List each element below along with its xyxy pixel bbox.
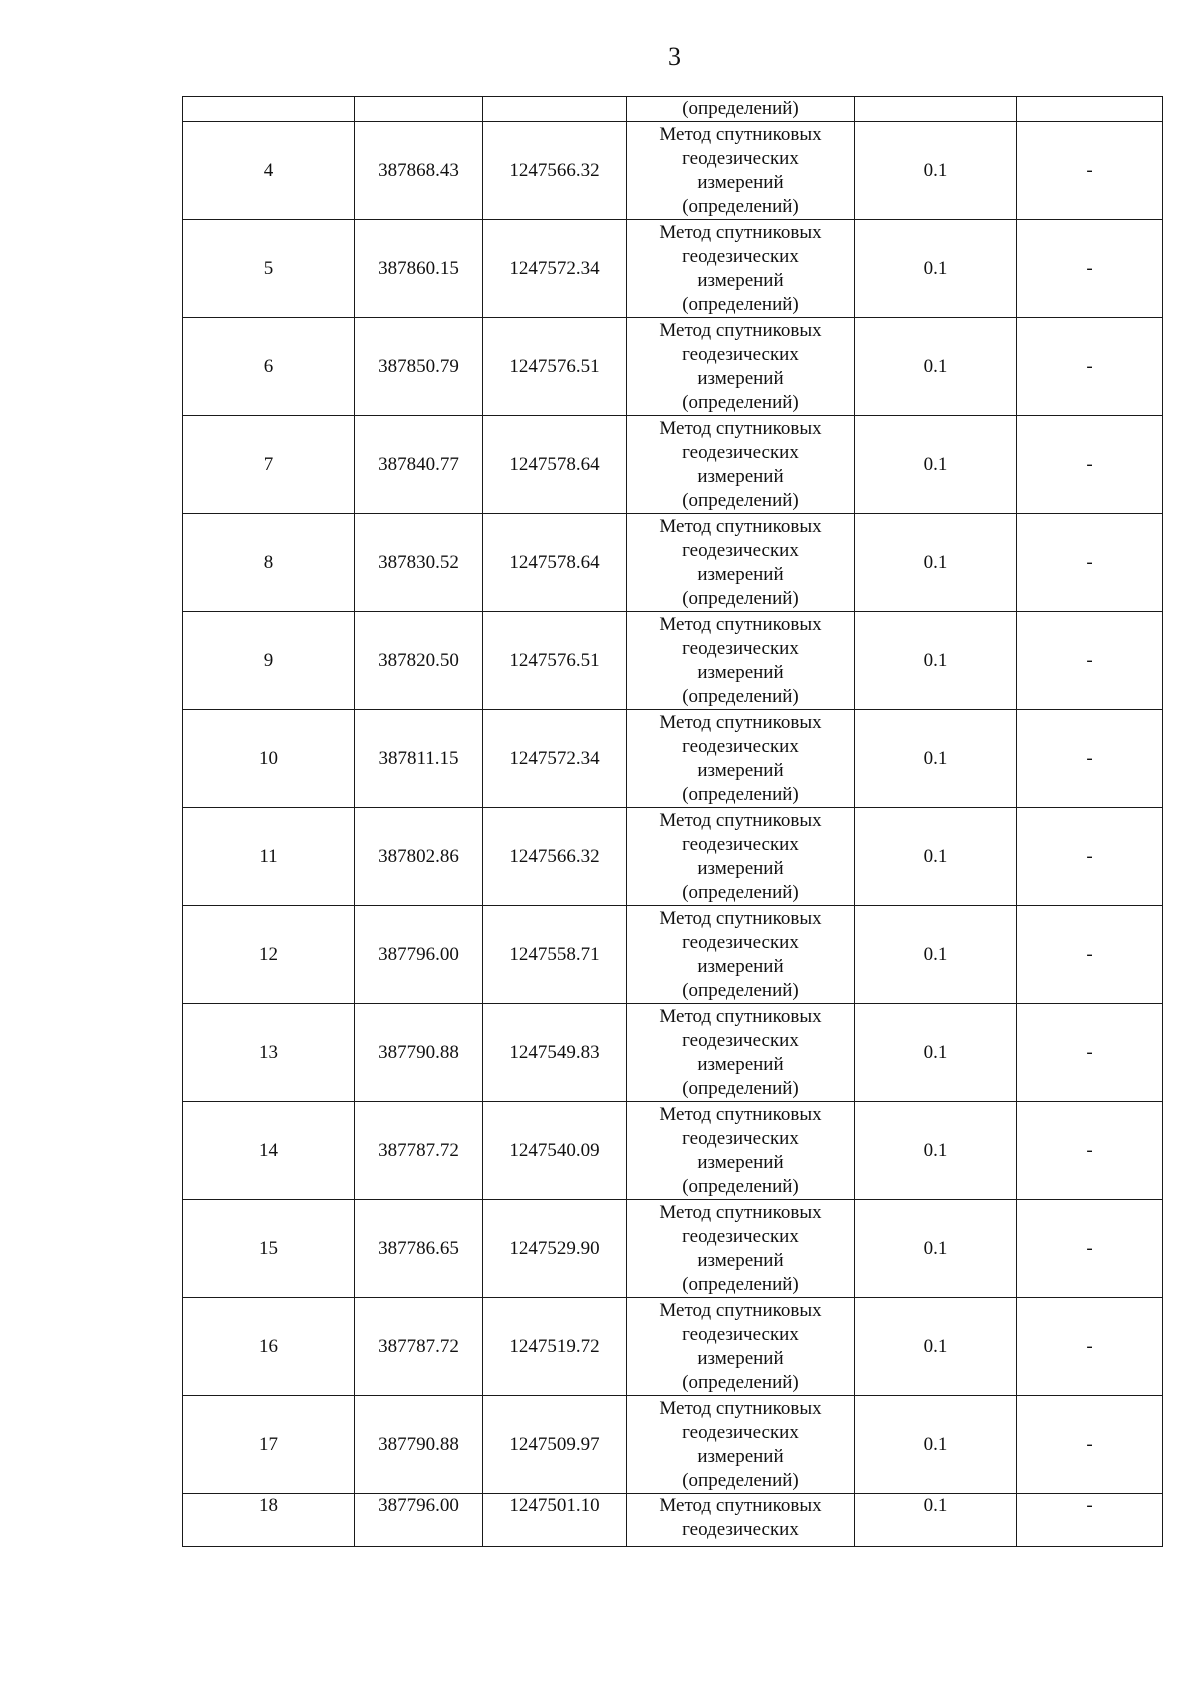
method-line-1: Метод спутниковых	[659, 1201, 822, 1223]
method-line-1: Метод спутниковых	[659, 123, 822, 145]
table-row	[183, 612, 1163, 710]
method-line-3: измерений	[697, 955, 784, 977]
table-row	[183, 1102, 1163, 1200]
method-line-4: (определений)	[682, 979, 799, 1001]
cell-number: 9	[183, 612, 355, 710]
cell-number: 18	[183, 1494, 355, 1547]
cell-number	[183, 97, 355, 122]
cell-note: -	[1017, 1494, 1163, 1547]
cell-x: 387796.00	[355, 906, 483, 1004]
cell-accuracy: 0.1	[855, 1004, 1017, 1102]
cell-note: -	[1017, 220, 1163, 318]
cell-accuracy: 0.1	[855, 220, 1017, 318]
method-line-2: геодезических	[682, 1421, 799, 1443]
cell-method	[627, 808, 855, 906]
method-line-4: (определений)	[682, 1273, 799, 1295]
method-line-2: геодезических	[682, 147, 799, 169]
cell-note: -	[1017, 1200, 1163, 1298]
cell-y: 1247566.32	[483, 122, 627, 220]
cell-x: 387840.77	[355, 416, 483, 514]
cell-y: 1247501.10	[483, 1494, 627, 1547]
method-line-2: геодезических	[682, 343, 799, 365]
cell-x: 387786.65	[355, 1200, 483, 1298]
cell-y: 1247572.34	[483, 220, 627, 318]
cell-method	[627, 1298, 855, 1396]
method-line-2: геодезических	[682, 1225, 799, 1247]
cell-x: 387790.88	[355, 1004, 483, 1102]
method-line-2: геодезических	[682, 441, 799, 463]
table-row	[183, 710, 1163, 808]
cell-method	[627, 1004, 855, 1102]
cell-method	[627, 318, 855, 416]
method-line-1: Метод спутниковых	[659, 417, 822, 439]
cell-note: -	[1017, 1102, 1163, 1200]
method-line-2: геодезических	[682, 1029, 799, 1051]
cell-y: 1247519.72	[483, 1298, 627, 1396]
method-line-2: геодезических	[682, 931, 799, 953]
cell-x: 387860.15	[355, 220, 483, 318]
cell-note: -	[1017, 808, 1163, 906]
cell-number: 17	[183, 1396, 355, 1494]
cell-number: 6	[183, 318, 355, 416]
method-line-4: (определений)	[682, 1469, 799, 1491]
cell-x: 387830.52	[355, 514, 483, 612]
cell-number: 15	[183, 1200, 355, 1298]
method-line-1: Метод спутниковых	[659, 711, 822, 733]
cell-method	[627, 906, 855, 1004]
method-line-3: измерений	[697, 1053, 784, 1075]
cell-x: 387802.86	[355, 808, 483, 906]
method-line-1: Метод спутниковых	[659, 1495, 822, 1516]
cell-number: 5	[183, 220, 355, 318]
method-line-1: Метод спутниковых	[659, 809, 822, 831]
method-line-1: Метод спутниковых	[659, 1397, 822, 1419]
cell-number: 10	[183, 710, 355, 808]
method-line-3: измерений	[697, 759, 784, 781]
method-line-4: (определений)	[682, 881, 799, 903]
cell-note: -	[1017, 318, 1163, 416]
cell-method	[627, 1396, 855, 1494]
cell-method	[627, 122, 855, 220]
cell-accuracy: 0.1	[855, 318, 1017, 416]
cell-y	[483, 97, 627, 122]
cell-y: 1247529.90	[483, 1200, 627, 1298]
table-row	[183, 1396, 1163, 1494]
table-row	[183, 514, 1163, 612]
cell-method	[627, 514, 855, 612]
cell-x: 387787.72	[355, 1102, 483, 1200]
method-line-3: измерений	[697, 1445, 784, 1467]
cell-y: 1247509.97	[483, 1396, 627, 1494]
cell-number: 8	[183, 514, 355, 612]
cell-note: -	[1017, 612, 1163, 710]
method-line-2: геодезических	[682, 539, 799, 561]
cell-y: 1247540.09	[483, 1102, 627, 1200]
method-line-3: измерений	[697, 367, 784, 389]
method-line-4: (определений)	[682, 1077, 799, 1099]
table-row	[183, 1004, 1163, 1102]
cell-note: -	[1017, 1396, 1163, 1494]
cell-note	[1017, 97, 1163, 122]
cell-accuracy: 0.1	[855, 808, 1017, 906]
method-line-4: (определений)	[682, 685, 799, 707]
table-row	[183, 220, 1163, 318]
cell-note: -	[1017, 416, 1163, 514]
cell-note: -	[1017, 1004, 1163, 1102]
table-row	[183, 416, 1163, 514]
method-line-1: Метод спутниковых	[659, 221, 822, 243]
method-line-1: Метод спутниковых	[659, 907, 822, 929]
cell-number: 16	[183, 1298, 355, 1396]
cell-number: 14	[183, 1102, 355, 1200]
cell-number: 13	[183, 1004, 355, 1102]
cell-accuracy: 0.1	[855, 416, 1017, 514]
method-line-4: (определений)	[682, 1175, 799, 1197]
cell-note: -	[1017, 710, 1163, 808]
method-line-4: (определений)	[682, 391, 799, 413]
cell-accuracy: 0.1	[855, 1298, 1017, 1396]
cell-number: 11	[183, 808, 355, 906]
cell-method	[627, 612, 855, 710]
cell-y: 1247576.51	[483, 318, 627, 416]
method-line-4: (определений)	[682, 489, 799, 511]
table-row	[183, 1298, 1163, 1396]
cell-method: (определений)	[627, 97, 855, 122]
cell-number: 7	[183, 416, 355, 514]
cell-y: 1247566.32	[483, 808, 627, 906]
method-line-3: измерений	[697, 661, 784, 683]
table-rows	[183, 122, 1163, 1494]
cell-method	[627, 1200, 855, 1298]
cell-y: 1247572.34	[483, 710, 627, 808]
method-line-3: измерений	[697, 1249, 784, 1271]
cell-note: -	[1017, 122, 1163, 220]
cell-method	[627, 220, 855, 318]
page-number: 3	[668, 42, 681, 71]
method-line-3: измерений	[697, 269, 784, 291]
cell-y: 1247576.51	[483, 612, 627, 710]
cell-accuracy: 0.1	[855, 1102, 1017, 1200]
method-line-1: Метод спутниковых	[659, 1103, 822, 1125]
table-body-end	[183, 1494, 1163, 1547]
cell-x: 387796.00	[355, 1494, 483, 1547]
method-line-2: геодезических	[682, 1127, 799, 1149]
method-line-1: Метод спутниковых	[659, 613, 822, 635]
method-line-3: измерений	[697, 1151, 784, 1173]
table-row	[183, 318, 1163, 416]
method-line-3: измерений	[697, 1347, 784, 1369]
cell-note: -	[1017, 514, 1163, 612]
table-row	[183, 1200, 1163, 1298]
method-line-2: геодезических	[682, 1519, 799, 1540]
method-line-3: измерений	[697, 857, 784, 879]
cell-method	[627, 1494, 855, 1547]
method-line-4: (определений)	[682, 293, 799, 315]
cell-accuracy: 0.1	[855, 122, 1017, 220]
cell-note: -	[1017, 1298, 1163, 1396]
method-line-2: геодезических	[682, 637, 799, 659]
method-line-2: геодезических	[682, 245, 799, 267]
cell-y: 1247578.64	[483, 514, 627, 612]
cell-accuracy: 0.1	[855, 1494, 1017, 1547]
cell-accuracy: 0.1	[855, 612, 1017, 710]
cell-accuracy	[855, 97, 1017, 122]
method-line-1: Метод спутниковых	[659, 319, 822, 341]
table-row-last	[183, 1494, 1163, 1547]
cell-number: 4	[183, 122, 355, 220]
cell-accuracy: 0.1	[855, 514, 1017, 612]
cell-accuracy: 0.1	[855, 710, 1017, 808]
cell-x: 387850.79	[355, 318, 483, 416]
cell-y: 1247549.83	[483, 1004, 627, 1102]
cell-x: 387868.43	[355, 122, 483, 220]
method-line-4: (определений)	[682, 195, 799, 217]
cell-method	[627, 1102, 855, 1200]
cell-x	[355, 97, 483, 122]
table-row	[183, 122, 1163, 220]
method-line-2: геодезических	[682, 735, 799, 757]
cell-note: -	[1017, 906, 1163, 1004]
cell-y: 1247578.64	[483, 416, 627, 514]
method-line-4: (определений)	[682, 587, 799, 609]
method-line-1: Метод спутниковых	[659, 1005, 822, 1027]
coordinates-table	[182, 96, 1163, 1547]
cell-x: 387790.88	[355, 1396, 483, 1494]
cell-y: 1247558.71	[483, 906, 627, 1004]
cell-accuracy: 0.1	[855, 1200, 1017, 1298]
table-body	[183, 97, 1163, 122]
table-row	[183, 906, 1163, 1004]
method-line-3: измерений	[697, 171, 784, 193]
cell-method	[627, 710, 855, 808]
method-line-4: (определений)	[682, 783, 799, 805]
method-line-3: измерений	[697, 465, 784, 487]
cell-x: 387820.50	[355, 612, 483, 710]
method-line-2: геодезических	[682, 1323, 799, 1345]
method-line-2: геодезических	[682, 833, 799, 855]
cell-accuracy: 0.1	[855, 906, 1017, 1004]
cell-accuracy: 0.1	[855, 1396, 1017, 1494]
method-line-1: Метод спутниковых	[659, 1299, 822, 1321]
cell-x: 387811.15	[355, 710, 483, 808]
cell-method	[627, 416, 855, 514]
table-row	[183, 808, 1163, 906]
method-line-4: (определений)	[682, 1371, 799, 1393]
method-line-3: измерений	[697, 563, 784, 585]
method-line-1: Метод спутниковых	[659, 515, 822, 537]
cell-x: 387787.72	[355, 1298, 483, 1396]
cell-number: 12	[183, 906, 355, 1004]
table-row-continuation	[183, 97, 1163, 122]
